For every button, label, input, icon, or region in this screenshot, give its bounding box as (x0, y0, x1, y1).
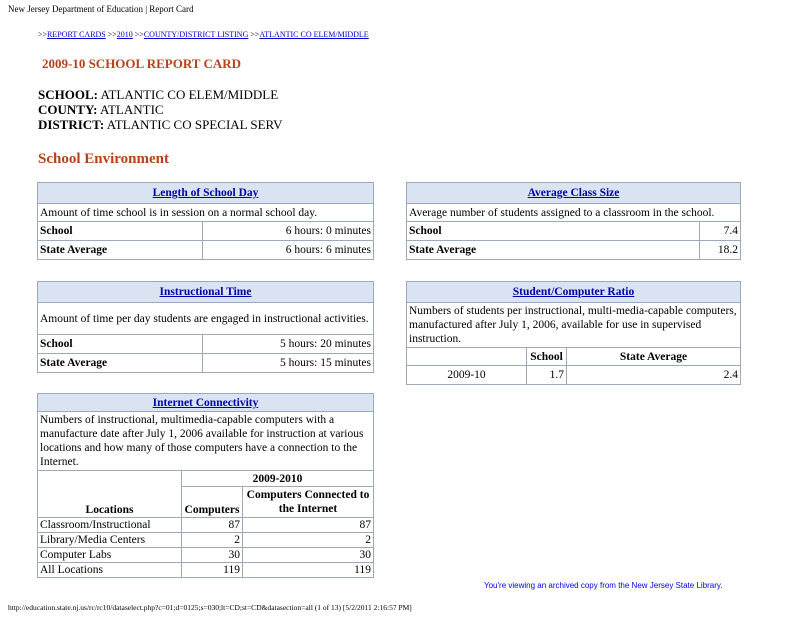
year-cell: 2009-10 (407, 366, 527, 385)
district-label: DISTRICT: (38, 117, 105, 132)
computer-ratio-desc: Numbers of students per instructional, multi-media-capable computers, manufactured after July 1, 2006, available for use in supervised instruction. (407, 303, 741, 348)
computers-cell: 2 (182, 533, 243, 548)
page-header: New Jersey Department of Education | Report Card (8, 4, 194, 14)
internet-connectivity-desc: Numbers of instructional, multimedia-capable computers with a manufacture date after July 1, 2006 available for instruction at various locations and how many of those computers have a connection to the Internet. (38, 412, 374, 471)
connected-cell: 87 (243, 518, 374, 533)
county-name: ATLANTIC (100, 102, 164, 117)
school-label: SCHOOL: (38, 87, 98, 102)
state-value: 2.4 (567, 366, 741, 385)
row-label-state: State Average (38, 241, 203, 260)
school-value: 5 hours: 20 minutes (203, 335, 374, 354)
row-label-school: School (38, 335, 203, 354)
location-cell: Computer Labs (38, 548, 182, 563)
internet-connectivity-title-link[interactable]: Internet Connectivity (152, 396, 259, 409)
computer-ratio-title-link[interactable]: Student/Computer Ratio (512, 286, 635, 298)
location-cell: All Locations (38, 563, 182, 578)
page-footer-url: http://education.state.nj.us/rc/rc10/dataselect.php?c=01;d=0125;s=030;lt=CD;st=CD&datasection=all (1 of 13) [5/2/2011 2:16:57 PM] (8, 603, 412, 612)
computers-cell: 87 (182, 518, 243, 533)
location-cell: Classroom/Instructional (38, 518, 182, 533)
school-value: 7.4 (700, 222, 741, 241)
breadcrumb-sep: >> (248, 30, 260, 39)
computers-cell: 119 (182, 563, 243, 578)
row-label-state: State Average (407, 241, 700, 260)
row-label-state: State Average (38, 354, 203, 373)
archive-note: You're viewing an archived copy from the New Jersey State Library. (484, 581, 723, 590)
class-size-title-link[interactable]: Average Class Size (527, 187, 620, 199)
instructional-time-desc: Amount of time per day students are engaged in instructional activities. (38, 303, 374, 335)
row-label-school: School (38, 222, 203, 241)
internet-connectivity-header (38, 394, 374, 412)
internet-connectivity-table (37, 393, 374, 578)
empty-header-cell (407, 348, 527, 366)
col-header-locations: Locations (38, 471, 182, 518)
row-label-school: School (407, 222, 700, 241)
county-line (38, 102, 164, 117)
state-value: 18.2 (700, 241, 741, 260)
year-header: 2009-2010 (182, 471, 374, 487)
computers-cell: 30 (182, 548, 243, 563)
col-header-school: School (527, 348, 567, 366)
district-line (38, 117, 283, 132)
class-size-header (407, 183, 741, 204)
class-size-table (406, 182, 741, 260)
school-line (38, 87, 278, 102)
connected-cell: 119 (243, 563, 374, 578)
breadcrumb (38, 30, 369, 39)
length-of-day-header (38, 183, 374, 204)
breadcrumb-link-report-cards[interactable]: REPORT CARDS (47, 30, 106, 39)
state-value: 6 hours: 6 minutes (203, 241, 374, 260)
length-of-day-table (37, 182, 374, 260)
connected-cell: 30 (243, 548, 374, 563)
district-name: ATLANTIC CO SPECIAL SERV (106, 117, 283, 132)
computer-ratio-header (407, 282, 741, 303)
instructional-time-title-link[interactable]: Instructional Time (159, 286, 252, 298)
class-size-desc: Average number of students assigned to a classroom in the school. (407, 204, 741, 222)
col-header-connected: Computers Connected to the Internet (243, 487, 374, 518)
breadcrumb-link-school[interactable]: ATLANTIC CO ELEM/MIDDLE (259, 30, 369, 39)
school-value: 6 hours: 0 minutes (203, 222, 374, 241)
breadcrumb-sep: >> (132, 30, 144, 39)
length-of-day-desc: Amount of time school is in session on a normal school day. (38, 204, 374, 222)
breadcrumb-link-year[interactable]: 2010 (116, 30, 133, 39)
school-value: 1.7 (527, 366, 567, 385)
connected-cell: 2 (243, 533, 374, 548)
location-cell: Library/Media Centers (38, 533, 182, 548)
report-title: 2009-10 SCHOOL REPORT CARD (42, 56, 242, 71)
section-heading: School Environment (38, 151, 169, 167)
instructional-time-table (37, 281, 374, 373)
breadcrumb-sep: >> (38, 30, 48, 39)
breadcrumb-sep: >> (105, 30, 117, 39)
col-header-computers: Computers (182, 487, 243, 518)
instructional-time-header (38, 282, 374, 303)
state-value: 5 hours: 15 minutes (203, 354, 374, 373)
breadcrumb-link-county-listing[interactable]: COUNTY/DISTRICT LISTING (143, 30, 249, 39)
col-header-state: State Average (567, 348, 741, 366)
county-label: COUNTY: (38, 102, 98, 117)
computer-ratio-table (406, 281, 741, 385)
length-of-day-title-link[interactable]: Length of School Day (152, 187, 259, 199)
school-name: ATLANTIC CO ELEM/MIDDLE (100, 87, 279, 102)
